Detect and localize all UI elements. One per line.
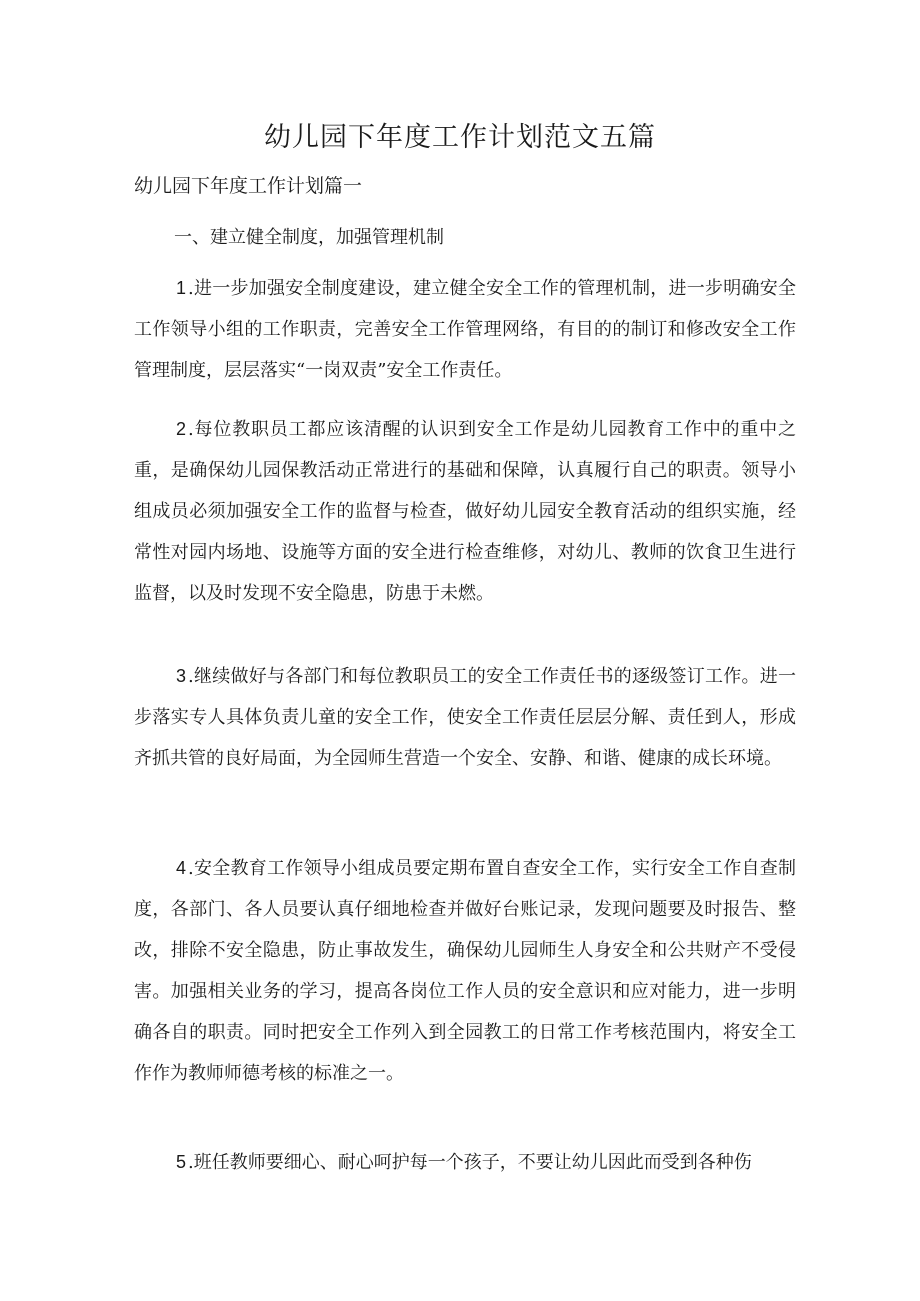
paragraph-5	[134, 1142, 796, 1183]
paragraph-text: .每位教职员工都应该清醒的认识到安全工作是幼儿园教育工作中的重中之重，是确保幼儿园保教活动正常进行的基础和保障，认真履行自己的职责。领导小组成员必须加强安全工作的监督与检查，做好幼儿园安全教育活动的组织实施，经常性对园内场地、设施等方面的安全进行检查维修，对幼儿、教师的饮食卫生进行监督，以及时发现不安全隐患，防患于未燃。	[134, 419, 796, 604]
paragraph-3	[134, 656, 796, 779]
paragraph-text: .班任教师要细心、耐心呵护每一个孩子，不要让幼儿因此而受到各种伤	[188, 1152, 752, 1173]
paragraph-text: .继续做好与各部门和每位教职员工的安全工作责任书的逐级签订工作。进一步落实专人具体负责儿童的安全工作，使安全工作责任层层分解、责任到人，形成齐抓共管的良好局面，为全园师生营造一个安全、安静、和谐、健康的成长环境。	[134, 666, 796, 769]
paragraph-1	[134, 268, 796, 391]
sub-heading: 一、建立健全制度，加强管理机制	[174, 227, 444, 248]
paragraph-text: .进一步加强安全制度建设，建立健全安全工作的管理机制，进一步明确安全工作领导小组的工作职责，完善安全工作管理网络，有目的的制订和修改安全工作管理制度，层层落实“一岗双责”安全工作责任。	[134, 278, 796, 381]
document-title: 幼儿园下年度工作计划范文五篇	[264, 122, 656, 153]
paragraph-number: 1	[176, 278, 187, 298]
paragraph-2	[134, 409, 796, 614]
paragraph-4	[134, 848, 796, 1094]
paragraph-number: 4	[176, 858, 187, 878]
paragraph-number: 5	[176, 1152, 187, 1172]
paragraph-number: 2	[176, 419, 187, 439]
paragraph-text: .安全教育工作领导小组成员要定期布置自查安全工作，实行安全工作自查制度，各部门、各人员要认真仔细地检查并做好台账记录，发现问题要及时报告、整改，排除不安全隐患，防止事故发生，确保幼儿园师生人身安全和公共财产不受侵害。加强相关业务的学习，提高各岗位工作人员的安全意识和应对能力，进一步明确各自的职责。同时把安全工作列入到全园教工的日常工作考核范围内，将安全工作作为教师师德考核的标准之一。	[134, 858, 796, 1084]
section-heading: 幼儿园下年度工作计划篇一	[134, 175, 363, 197]
paragraph-number: 3	[176, 666, 187, 686]
